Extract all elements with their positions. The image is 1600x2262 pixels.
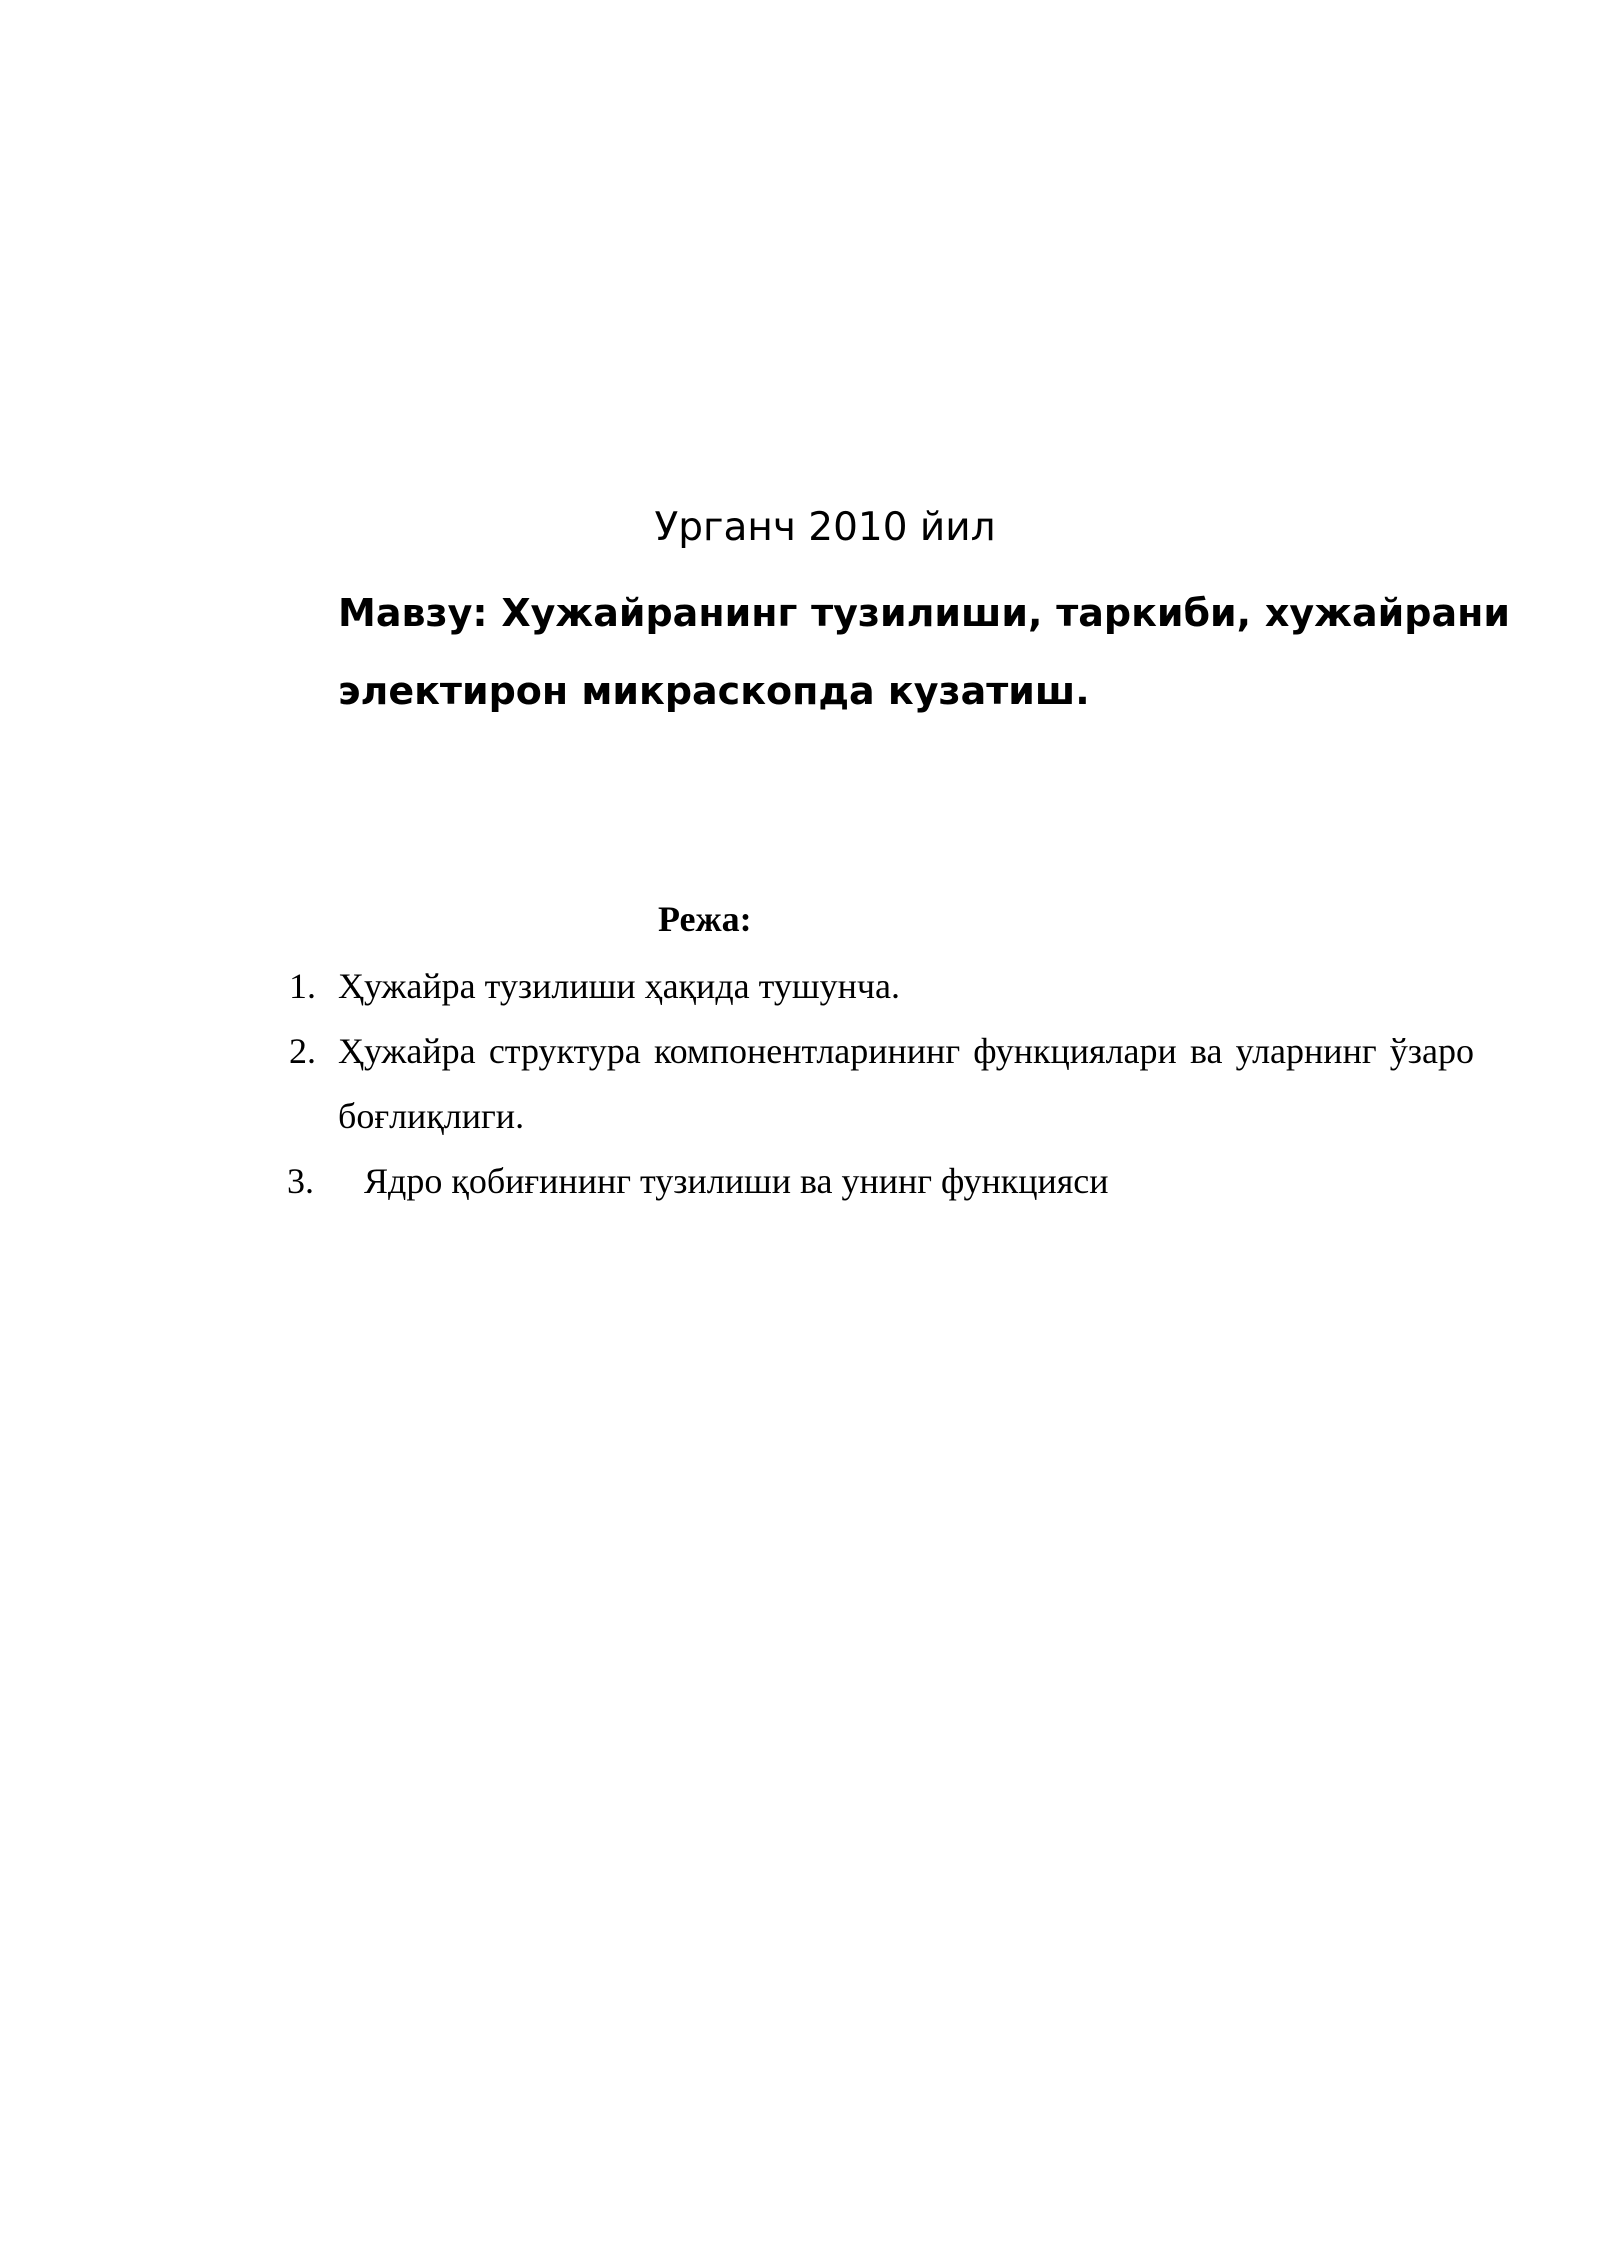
plan-item-text: Ҳужайра тузилиши ҳақида тушунча. <box>338 966 900 1006</box>
topic-title: Мавзу: Хужайранинг тузилиши, таркиби, хужайрани электирон микраскопда кузатиш. <box>338 591 1510 713</box>
plan-item-number: 3. <box>287 1161 314 1201</box>
plan-item-number: 2. <box>289 1031 316 1071</box>
plan-item-number: 1. <box>289 966 316 1006</box>
plan-item-text: Ҳужайра структура компонентларининг функциялари ва уларнинг ўзаро боғлиқлиги. <box>338 1031 1474 1136</box>
plan-item-text: Ядро қобиғининг тузилиши ва унинг функцияси <box>364 1161 1109 1201</box>
plan-heading: Режа: <box>658 899 752 939</box>
place-year-line: Урганч 2010 йил <box>654 505 996 550</box>
